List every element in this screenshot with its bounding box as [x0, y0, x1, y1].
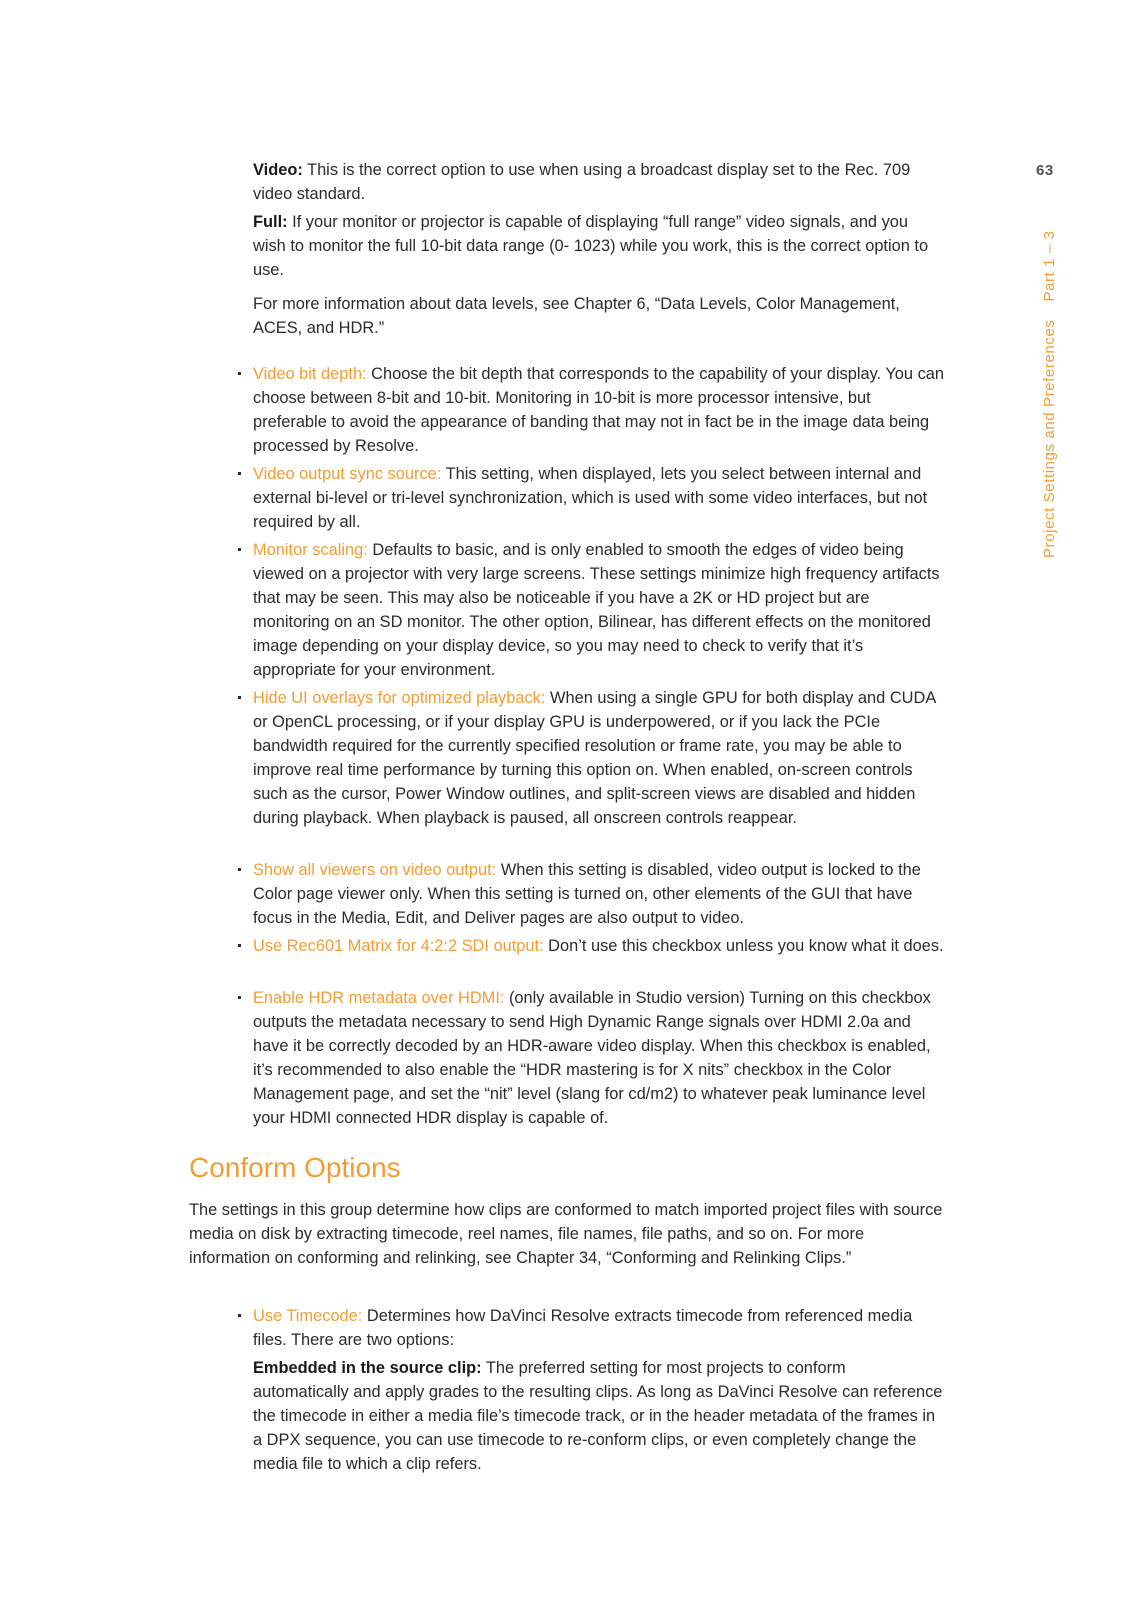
bullet-text: When this setting is disabled, video output is locked to the Color page viewer only. When this setting is turned on, other elements of the GUI that have focus in the Media, Edit, and Deliver pages are also output to video. — [253, 861, 921, 927]
list-item — [253, 934, 945, 958]
bullet-text: When using a single GPU for both display and CUDA or OpenCL processing, or if your display GPU is underpowered, or if you lack the PCIe bandwidth required for the currently specified resolution or frame rate, you may be able to improve real time performance by turning this option on. When enabled, on-screen controls such as the cursor, Power Window outlines, and split-screen views are disabled and hidden during playback. When playback is paused, all onscreen controls reappear. — [253, 689, 936, 827]
bullet-marker — [238, 548, 241, 551]
side-tab — [1041, 230, 1058, 558]
more-info-paragraph: For more information about data levels, see Chapter 6, “Data Levels, Color Management, ACES, and HDR.” — [253, 295, 900, 337]
bullet-text: Choose the bit depth that corresponds to the capability of your display. You can choose between 8-bit and 10-bit. Monitoring in 10-bit is more processor intensive, but preferable to avoid the appearance of banding that may not in fact be in the image data being processed by Resolve. — [253, 365, 945, 455]
embedded-label: Embedded in the source clip: — [253, 1359, 482, 1377]
full-paragraph — [253, 210, 945, 282]
bullet-marker — [238, 1314, 241, 1317]
bullet-text: This setting, when displayed, lets you select between internal and external bi-level or tri-level synchronization, which is used with some video interfaces, but not required by all. — [253, 465, 928, 531]
list-item — [253, 686, 945, 830]
bullet-marker — [238, 996, 241, 999]
bullet-text: Defaults to basic, and is only enabled to smooth the edges of video being viewed on a projector with very large screens. These settings minimize high frequency artifacts that may be seen. This may also be noticeable if you have a 2K or HD project but are monitoring on an SD monitor. The other option, Bilinear, has different effects on the monitored image depending on your display device, so you may need to check to verify that it’s appropriate for your environment. — [253, 541, 940, 679]
bullet-label: Video output sync source: — [253, 465, 442, 483]
bullet-text: Determines how DaVinci Resolve extracts timecode from referenced media files. There are two options: — [253, 1307, 913, 1349]
bullet-marker — [238, 696, 241, 699]
side-tab-section: Project Settings and Preferences — [1041, 319, 1058, 558]
embedded-text: The preferred setting for most projects to conform automatically and apply grades to the resulting clips. As long as DaVinci Resolve can reference the timecode in either a media file’s timecode track, or in the header metadata of the frames in a DPX sequence, you can use timecode to re-conform clips, or even completely change the media file to which a clip refers. — [253, 1359, 943, 1473]
conform-intro: The settings in this group determine how clips are conformed to match imported project files with source media on disk by extracting timecode, reel names, file names, file paths, and so on. For more information on conforming and relinking, see Chapter 34, “Conforming and Relinking Clips.” — [189, 1201, 943, 1267]
bullet-label: Monitor scaling: — [253, 541, 368, 559]
bullet-label: Use Rec601 Matrix for 4:2:2 SDI output: — [253, 937, 544, 955]
embedded-paragraph — [253, 1356, 945, 1476]
video-paragraph — [253, 158, 945, 206]
bullet-marker — [238, 944, 241, 947]
bullet-text: Don’t use this checkbox unless you know what it does. — [543, 937, 944, 955]
list-item — [253, 538, 945, 682]
video-label: Video: — [253, 161, 303, 179]
section-heading: Conform Options — [189, 1152, 401, 1183]
bullet-label: Use Timecode: — [253, 1307, 363, 1325]
list-item — [253, 1304, 945, 1352]
bullet-marker — [238, 372, 241, 375]
bullet-marker — [238, 472, 241, 475]
full-text: If your monitor or projector is capable of displaying “full range” video signals, and you wish to monitor the full 10-bit data range (0- 1023) while you work, this is the correct option to use. — [253, 213, 929, 279]
video-text: This is the correct option to use when using a broadcast display set to the Rec. 709 video standard. — [253, 161, 911, 203]
bullet-label: Show all viewers on video output: — [253, 861, 497, 879]
bullet-label: Enable HDR metadata over HDMI: — [253, 989, 505, 1007]
side-tab-part: Part 1 – 3 — [1041, 230, 1058, 302]
bullet-label: Hide UI overlays for optimized playback: — [253, 689, 546, 707]
page-number: 63 — [1036, 162, 1054, 179]
list-item — [253, 362, 945, 458]
bullet-label: Video bit depth: — [253, 365, 367, 383]
full-label: Full: — [253, 213, 288, 231]
bullet-text: (only available in Studio version) Turning on this checkbox outputs the metadata necessary to send High Dynamic Range signals over HDMI 2.0a and have it be correctly decoded by an HDR-aware video display. When this checkbox is enabled, it’s recommended to also enable the “HDR mastering is for X nits” checkbox in the Color Management page, and set the “nit” level (slang for cd/m2) to whatever peak luminance level your HDMI connected HDR display is capable of. — [253, 989, 931, 1127]
bullet-marker — [238, 868, 241, 871]
list-item — [253, 462, 945, 534]
list-item — [253, 986, 945, 1130]
list-item — [253, 858, 945, 930]
